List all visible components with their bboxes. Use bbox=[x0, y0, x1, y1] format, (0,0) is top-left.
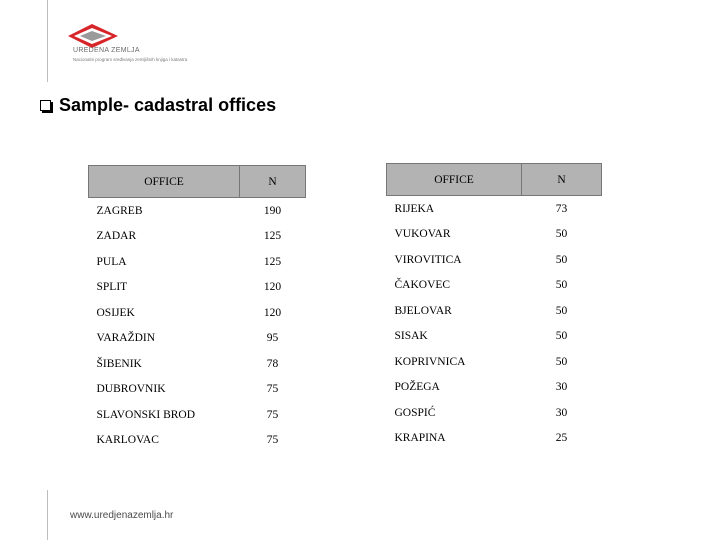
table-row bbox=[387, 196, 602, 222]
office-name-cell: VARAŽDIN bbox=[96, 332, 156, 345]
office-count-cell: 95 bbox=[266, 332, 279, 345]
office-name-cell: KRAPINA bbox=[394, 432, 446, 445]
office-name-cell: KOPRIVNICA bbox=[394, 355, 466, 368]
office-count-cell: 50 bbox=[555, 228, 568, 241]
table-header-row bbox=[89, 166, 306, 198]
office-count-cell: 30 bbox=[555, 406, 568, 419]
checkbox-bullet-icon bbox=[40, 100, 51, 111]
office-count-cell: 190 bbox=[263, 204, 282, 217]
table-row bbox=[387, 426, 602, 452]
table-row bbox=[89, 224, 306, 250]
logo-name: UREDENA ZEMLJA bbox=[73, 47, 140, 54]
office-count-cell: 125 bbox=[263, 255, 282, 268]
office-name-cell: KARLOVAC bbox=[96, 434, 159, 447]
office-count-cell: 75 bbox=[266, 383, 279, 396]
table-row bbox=[89, 326, 306, 352]
table-row bbox=[387, 247, 602, 273]
table-row bbox=[89, 198, 306, 224]
table-row bbox=[387, 400, 602, 426]
office-name-cell: SPLIT bbox=[96, 281, 128, 294]
table-header-row bbox=[387, 164, 602, 196]
office-name-cell: ČAKOVEC bbox=[394, 279, 451, 292]
office-count-cell: 75 bbox=[266, 408, 279, 421]
top-divider-line bbox=[47, 0, 48, 82]
office-name-cell: PULA bbox=[96, 255, 127, 268]
column-header-office: OFFICE bbox=[89, 166, 240, 198]
table-row bbox=[89, 249, 306, 275]
office-name-cell: SISAK bbox=[394, 330, 428, 343]
office-name-cell: VUKOVAR bbox=[394, 228, 451, 241]
table-row bbox=[89, 275, 306, 301]
office-count-cell: 120 bbox=[263, 306, 282, 319]
table-row bbox=[387, 375, 602, 401]
office-name-cell: DUBROVNIK bbox=[96, 383, 166, 396]
column-header-office: OFFICE bbox=[387, 164, 522, 196]
office-count-cell: 78 bbox=[266, 357, 279, 370]
office-name-cell: ŠIBENIK bbox=[96, 357, 142, 370]
office-name-cell: OSIJEK bbox=[96, 306, 135, 319]
footer-url: www.uredjenazemlja.hr bbox=[70, 510, 174, 521]
office-name-cell: POŽEGA bbox=[394, 381, 440, 394]
office-count-cell: 50 bbox=[555, 330, 568, 343]
column-header-n: N bbox=[522, 164, 602, 196]
office-name-cell: VIROVITICA bbox=[394, 253, 462, 266]
table-row bbox=[89, 377, 306, 403]
office-count-cell: 73 bbox=[555, 202, 568, 215]
table-row bbox=[89, 351, 306, 377]
office-name-cell: BJELOVAR bbox=[394, 304, 452, 317]
logo-tagline: Nacionalni program sređivanja zemljišnih knjiga i katastra bbox=[73, 57, 188, 62]
office-count-cell: 120 bbox=[263, 281, 282, 294]
offices-table-left bbox=[88, 165, 306, 453]
office-name-cell: ZAGREB bbox=[96, 204, 143, 217]
page-title-text: Sample- cadastral offices bbox=[59, 95, 277, 115]
office-count-cell: 50 bbox=[555, 279, 568, 292]
table-row bbox=[89, 402, 306, 428]
office-count-cell: 75 bbox=[266, 434, 279, 447]
table-row bbox=[387, 298, 602, 324]
office-name-cell: GOSPIĆ bbox=[394, 406, 436, 419]
office-name-cell: SLAVONSKI BROD bbox=[96, 408, 196, 421]
bottom-divider-line bbox=[47, 490, 48, 540]
page-title bbox=[40, 95, 276, 116]
office-name-cell: ZADAR bbox=[96, 230, 137, 243]
office-name-cell: RIJEKA bbox=[394, 202, 435, 215]
office-count-cell: 125 bbox=[263, 230, 282, 243]
offices-table-right bbox=[386, 163, 602, 451]
table-row bbox=[89, 428, 306, 454]
office-count-cell: 50 bbox=[555, 304, 568, 317]
office-count-cell: 30 bbox=[555, 381, 568, 394]
table-row bbox=[89, 300, 306, 326]
column-header-n: N bbox=[240, 166, 306, 198]
table-row bbox=[387, 273, 602, 299]
office-count-cell: 50 bbox=[555, 253, 568, 266]
table-row bbox=[387, 222, 602, 248]
office-count-cell: 25 bbox=[555, 432, 568, 445]
table-row bbox=[387, 324, 602, 350]
office-count-cell: 50 bbox=[555, 355, 568, 368]
table-row bbox=[387, 349, 602, 375]
